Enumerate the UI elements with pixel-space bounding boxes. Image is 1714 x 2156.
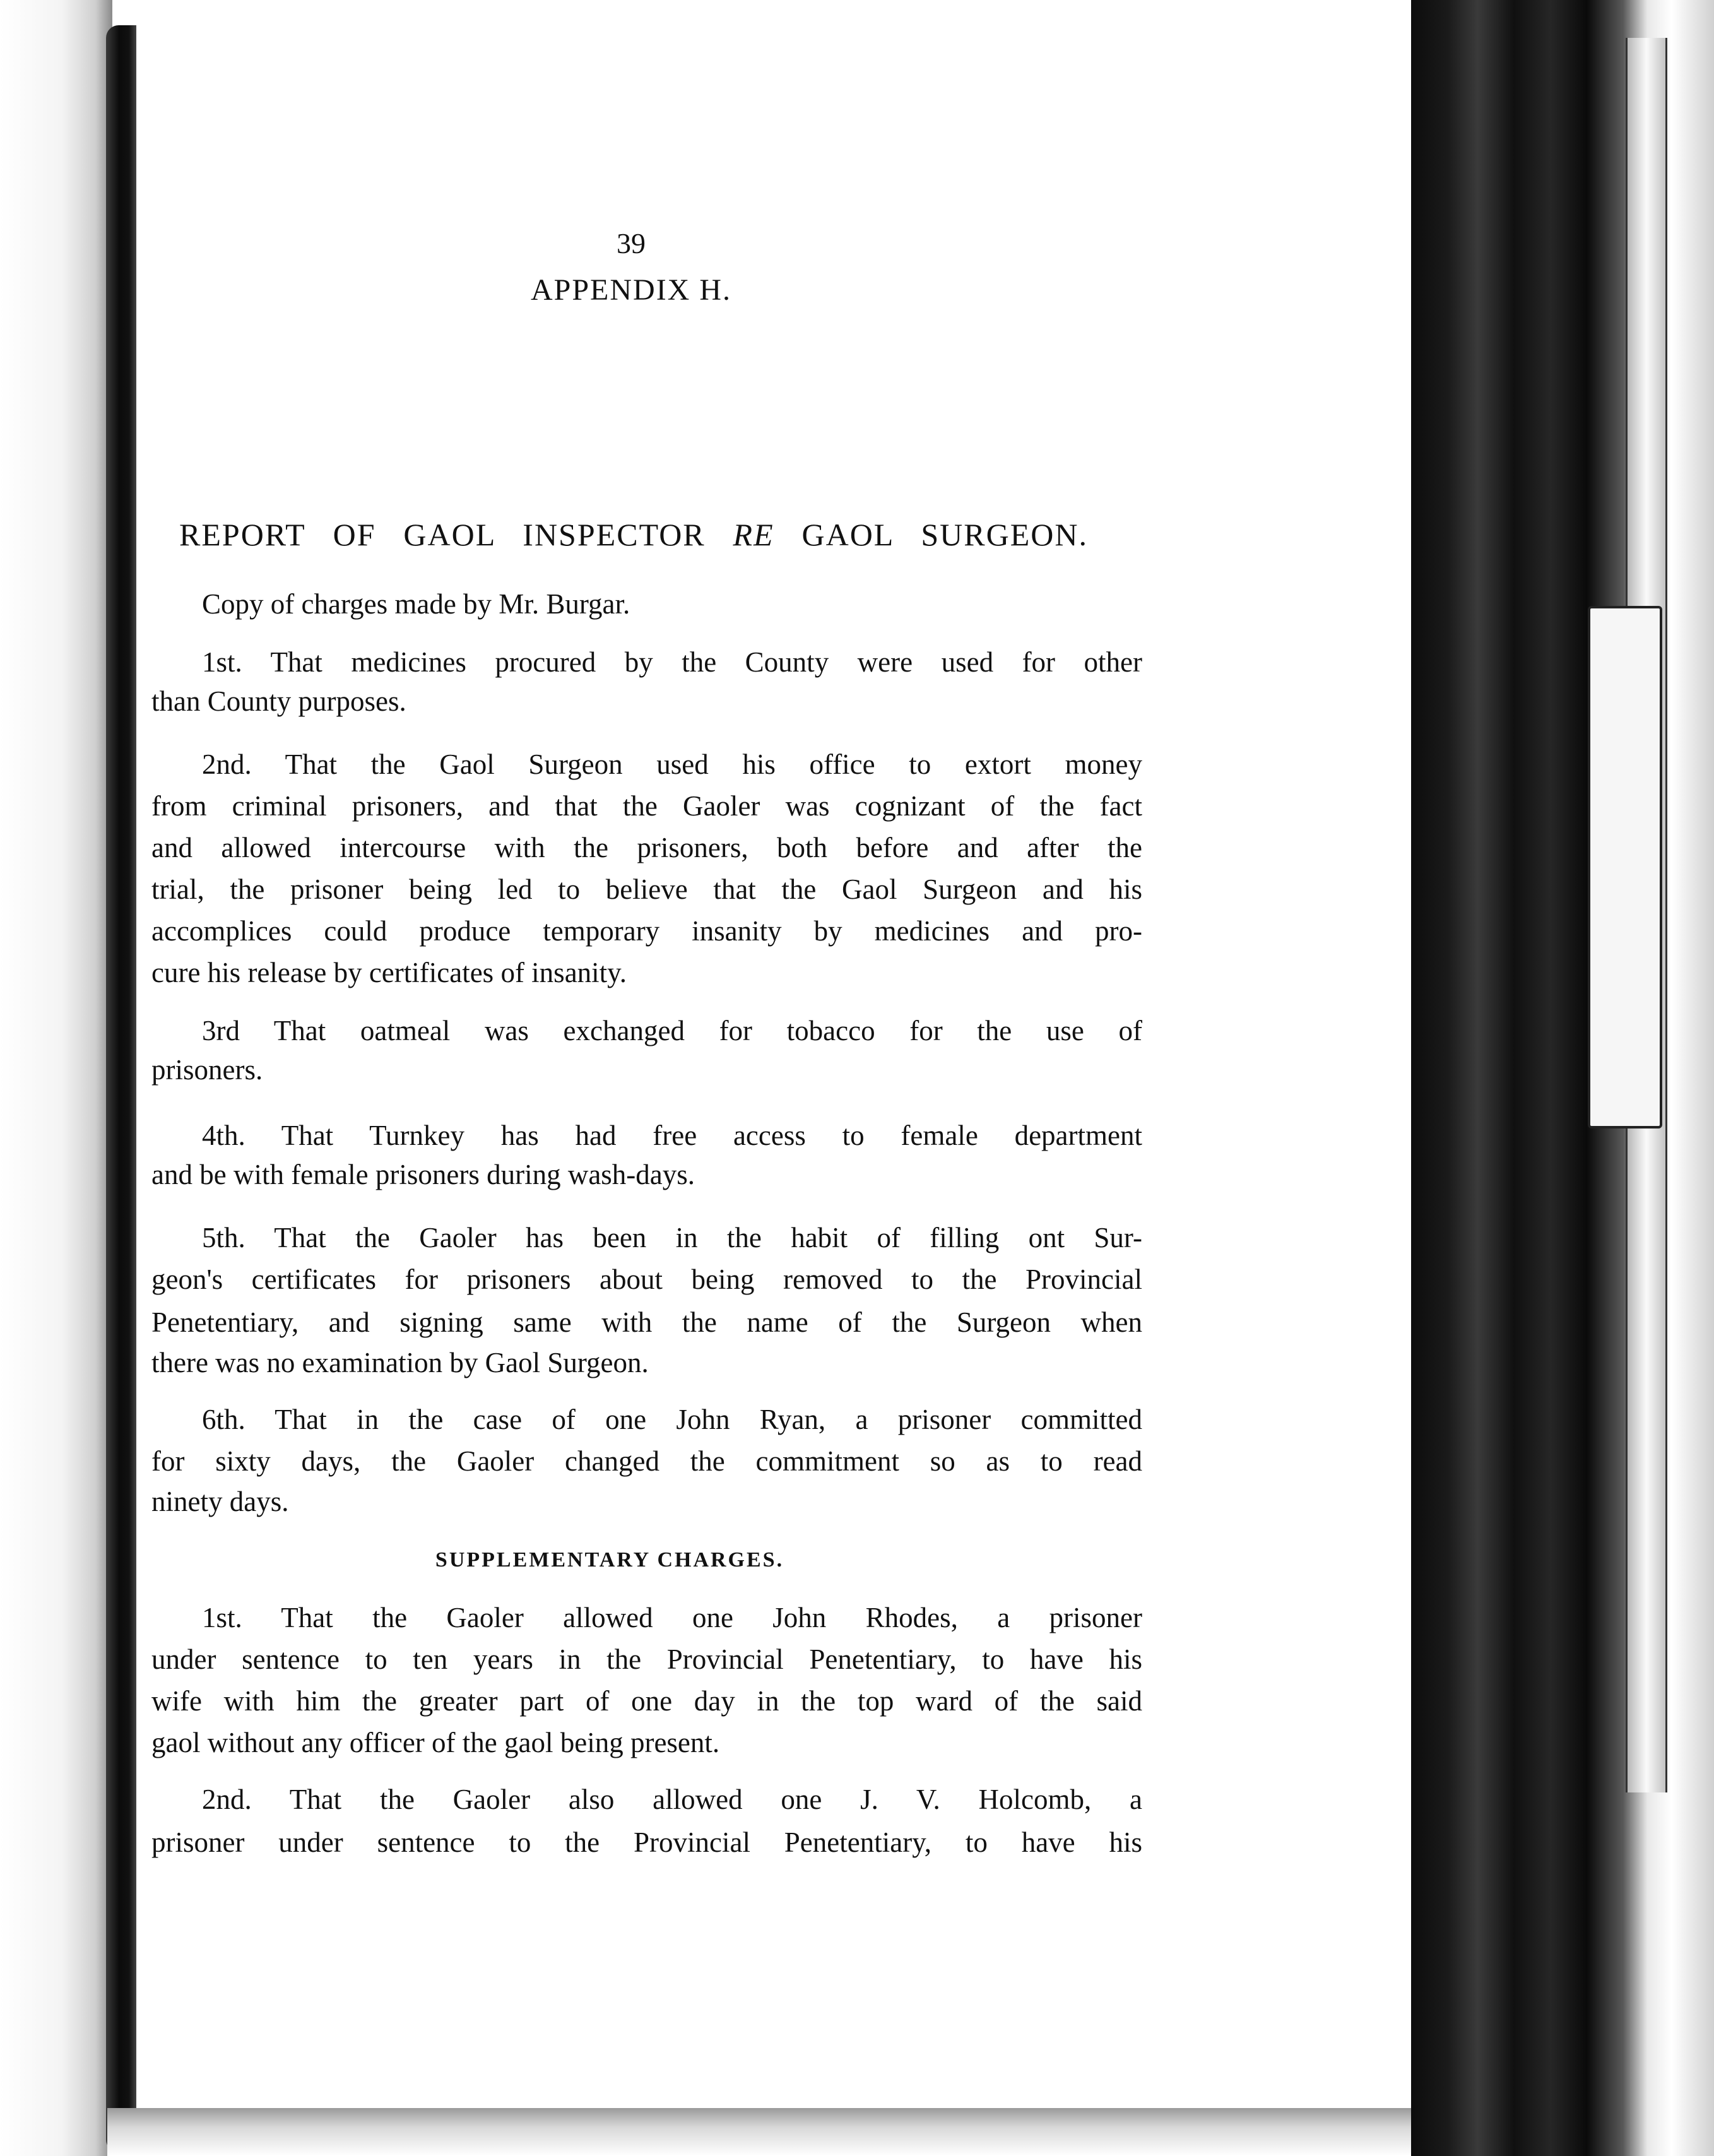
title-part-2: GAOL SURGEON.	[774, 517, 1088, 552]
charge-3-line-1: 3rd That oatmeal was exchanged for tobacco for the use of	[202, 1015, 1142, 1046]
charge-5-line-2: geon's certificates for prisoners about being removed to the Provincial	[151, 1264, 1142, 1295]
charge-4-line-1: 4th. That Turnkey has had free access to female department	[202, 1120, 1142, 1151]
book-right-edge	[1411, 0, 1714, 2156]
intro-line: Copy of charges made by Mr. Burgar.	[202, 588, 630, 620]
charge-6-line-2: for sixty days, the Gaoler changed the commitment so as to read	[151, 1445, 1142, 1477]
charge-2-line-3: and allowed intercourse with the prisoners, both before and after the	[151, 832, 1142, 863]
charge-5-line-4: there was no examination by Gaol Surgeon.	[151, 1347, 649, 1378]
charge-3-line-2: prisoners.	[151, 1054, 263, 1086]
charge-6-line-3: ninety days.	[151, 1486, 289, 1517]
charge-2-line-6: cure his release by certificates of insanity.	[151, 957, 627, 988]
charge-1-line-1: 1st. That medicines procured by the County were used for other	[202, 646, 1142, 678]
charge-5-line-1: 5th. That the Gaoler has been in the habit of filling ont Sur-	[202, 1222, 1142, 1253]
charge-5-line-3: Penetentiary, and signing same with the name of the Surgeon when	[151, 1306, 1142, 1338]
charge-2-line-2: from criminal prisoners, and that the Gaoler was cognizant of the fact	[151, 790, 1142, 822]
page-number: 39	[617, 227, 646, 259]
appendix-heading: APPENDIX H.	[530, 273, 731, 307]
supp-charge-1-line-3: wife with him the greater part of one day in the top ward of the said	[151, 1685, 1142, 1717]
charge-6-line-1: 6th. That in the case of one John Ryan, a prisoner committed	[202, 1404, 1142, 1435]
supplementary-heading: SUPPLEMENTARY CHARGES.	[435, 1548, 784, 1572]
supp-charge-1-line-2: under sentence to ten years in the Provincial Penetentiary, to have his	[151, 1644, 1142, 1675]
supp-charge-1-line-1: 1st. That the Gaoler allowed one John Rhodes, a prisoner	[202, 1602, 1142, 1633]
book-gutter	[106, 25, 139, 2152]
charge-4-line-2: and be with female prisoners during wash-days.	[151, 1159, 695, 1190]
charge-2-line-4: trial, the prisoner being led to believe that the Gaol Surgeon and his	[151, 874, 1142, 905]
supp-charge-2-line-2: prisoner under sentence to the Provincial Penetentiary, to have his	[151, 1827, 1142, 1858]
supp-charge-2-line-1: 2nd. That the Gaoler also allowed one J. V. Holcomb, a	[202, 1784, 1142, 1815]
charge-1-line-2: than County purposes.	[151, 685, 406, 717]
charge-2-line-1: 2nd. That the Gaol Surgeon used his office to extort money	[202, 749, 1142, 780]
page-tab	[1588, 606, 1662, 1128]
report-title	[179, 514, 1088, 555]
left-page-edge	[0, 0, 112, 2156]
charge-2-line-5: accomplices could produce temporary insanity by medicines and pro-	[151, 915, 1142, 947]
title-part-1: REPORT OF GAOL INSPECTOR	[179, 517, 733, 552]
title-emphasis: RE	[733, 517, 774, 552]
page-bottom-shadow	[107, 2108, 1433, 2156]
supp-charge-1-line-4: gaol without any officer of the gaol being present.	[151, 1727, 720, 1758]
